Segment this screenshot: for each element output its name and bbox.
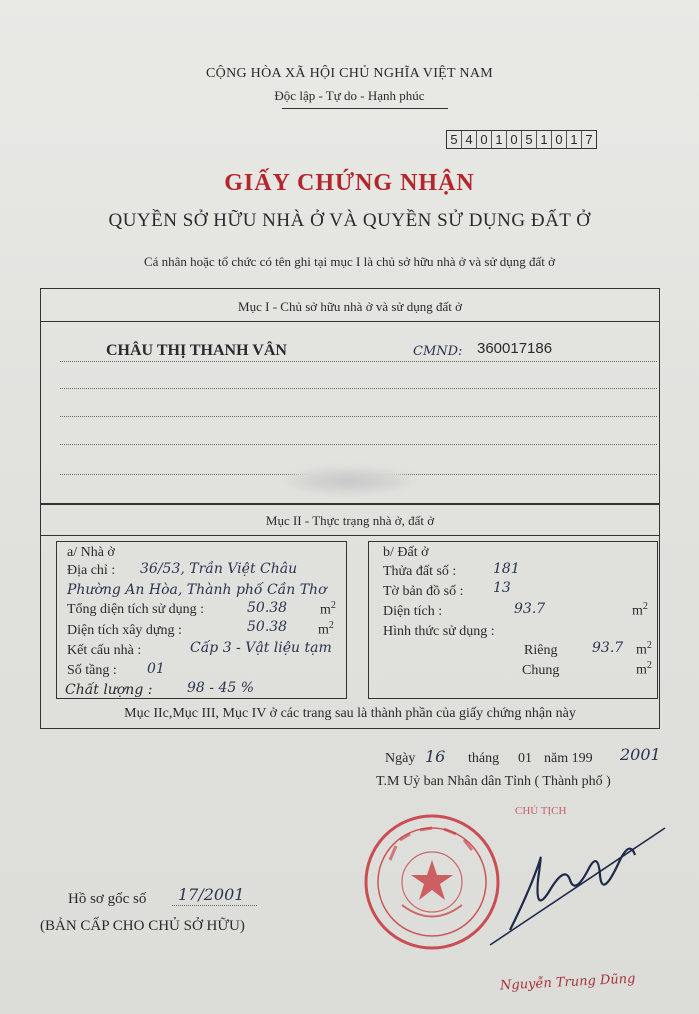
serial-digit: 4 bbox=[462, 131, 477, 148]
motto-underline bbox=[282, 108, 448, 109]
redacted-area bbox=[285, 467, 413, 495]
private-unit bbox=[636, 640, 652, 659]
id-number: 360017186 bbox=[477, 340, 553, 357]
certificate-note: Cá nhân hoặc tổ chức có tên ghi tại mục I là chủ sở hữu nhà ở và sử dụng đất ở bbox=[143, 254, 556, 269]
record-label: Hồ sơ gốc số bbox=[68, 891, 147, 907]
date-prefix: Ngày bbox=[385, 751, 416, 766]
land-header: b/ Đất ở bbox=[383, 545, 429, 560]
unit-text: m bbox=[320, 602, 331, 618]
private-value: 93.7 bbox=[592, 640, 624, 656]
motto: Độc lập - Tự do - Hạnh phúc bbox=[274, 88, 425, 103]
authority: T.M Uỷ ban Nhân dân Tỉnh ( Thành phố ) bbox=[376, 774, 611, 789]
map-label: Tờ bản đồ số : bbox=[383, 584, 464, 599]
owner-name: CHÂU THỊ THANH VÂN bbox=[106, 342, 287, 359]
floors-label: Số tầng : bbox=[67, 663, 117, 678]
private-label: Riêng bbox=[524, 643, 558, 658]
unit-text: m bbox=[636, 662, 647, 678]
serial-digit: 5 bbox=[447, 131, 462, 148]
serial-digit: 0 bbox=[477, 131, 492, 148]
unit-superscript: 2 bbox=[330, 600, 336, 611]
serial-digit: 7 bbox=[585, 132, 593, 147]
certificate-subtitle: QUYỀN SỞ HỮU NHÀ Ở VÀ QUYỀN SỬ DỤNG ĐẤT Ở bbox=[108, 210, 591, 231]
role: CHỦ TỊCH bbox=[515, 805, 567, 817]
signer-name: Nguyễn Trung Dũng bbox=[499, 971, 636, 994]
year-label: năm 199 bbox=[544, 751, 593, 766]
total-area-value: 50.38 bbox=[247, 600, 288, 616]
section-2-footer: Mục IIc,Mục III, Mục IV ở các trang sau là thành phần của giấy chứng nhận này bbox=[124, 706, 576, 721]
serial-digit: 5 bbox=[522, 131, 537, 148]
shared-unit bbox=[636, 660, 652, 679]
serial-number bbox=[446, 130, 597, 149]
land-area-label: Diện tích : bbox=[383, 604, 443, 619]
floors-value: 01 bbox=[147, 661, 165, 677]
quality-value: 98 - 45 % bbox=[187, 680, 255, 696]
unit-text: m bbox=[632, 603, 643, 619]
plot-value: 181 bbox=[493, 561, 520, 577]
dotted-line bbox=[60, 444, 657, 445]
land-area-value: 93.7 bbox=[514, 601, 546, 617]
date-month: 01 bbox=[518, 751, 532, 766]
section-1-divider bbox=[40, 321, 660, 322]
certificate-title: GIẤY CHỨNG NHẬN bbox=[224, 170, 475, 196]
address-line-2: Phường An Hòa, Thành phố Cần Thơ bbox=[67, 582, 327, 598]
address-line-1: 36/53, Trần Việt Châu bbox=[140, 561, 298, 577]
unit-superscript: 2 bbox=[646, 640, 652, 651]
quality-label: Chất lượng : bbox=[65, 682, 153, 698]
month-label: tháng bbox=[468, 751, 500, 766]
map-value: 13 bbox=[493, 580, 511, 596]
section-2-heading: Mục II - Thực trạng nhà ở, đất ở bbox=[265, 513, 435, 528]
id-label: CMND: bbox=[413, 344, 463, 359]
date-day: 16 bbox=[425, 747, 446, 766]
unit-superscript: 2 bbox=[328, 620, 334, 631]
copy-note: (BẢN CẤP CHO CHỦ SỞ HỮU) bbox=[40, 918, 245, 934]
dotted-line bbox=[172, 905, 257, 906]
structure-value: Cấp 3 - Vật liệu tạm bbox=[190, 640, 332, 656]
serial-digit: 1 bbox=[492, 131, 507, 148]
serial-digit: 0 bbox=[552, 131, 567, 148]
serial-digit: 0 bbox=[507, 131, 522, 148]
signature-stroke-icon bbox=[470, 820, 670, 950]
serial-digit: 1 bbox=[567, 131, 582, 148]
dotted-line bbox=[60, 388, 657, 389]
unit-text: m bbox=[636, 642, 647, 658]
date-year-handwritten: 2001 bbox=[620, 745, 661, 764]
section-1-heading: Mục I - Chủ sở hữu nhà ở và sử dụng đất ở bbox=[238, 299, 462, 314]
dotted-line bbox=[60, 361, 657, 362]
section-2-divider bbox=[40, 535, 660, 536]
plot-label: Thửa đất số : bbox=[383, 564, 457, 579]
total-area-label: Tổng diện tích sử dụng : bbox=[67, 602, 205, 617]
build-area-label: Diện tích xây dựng : bbox=[67, 623, 182, 638]
land-area-unit bbox=[632, 601, 648, 620]
total-area-unit bbox=[320, 600, 336, 619]
house-header: a/ Nhà ở bbox=[67, 545, 115, 560]
dotted-line bbox=[60, 416, 657, 417]
serial-digit: 1 bbox=[537, 131, 552, 148]
unit-text: m bbox=[318, 622, 329, 638]
usage-label: Hình thức sử dụng : bbox=[383, 624, 495, 639]
unit-superscript: 2 bbox=[646, 660, 652, 671]
nation-heading: CỘNG HÒA XÃ HỘI CHỦ NGHĨA VIỆT NAM bbox=[206, 66, 493, 81]
build-area-value: 50.38 bbox=[247, 619, 288, 635]
address-label: Địa chỉ : bbox=[67, 563, 116, 578]
build-area-unit bbox=[318, 620, 334, 639]
record-number: 17/2001 bbox=[178, 885, 245, 904]
shared-label: Chung bbox=[522, 663, 560, 678]
unit-superscript: 2 bbox=[642, 601, 648, 612]
structure-label: Kết cấu nhà : bbox=[67, 643, 142, 658]
